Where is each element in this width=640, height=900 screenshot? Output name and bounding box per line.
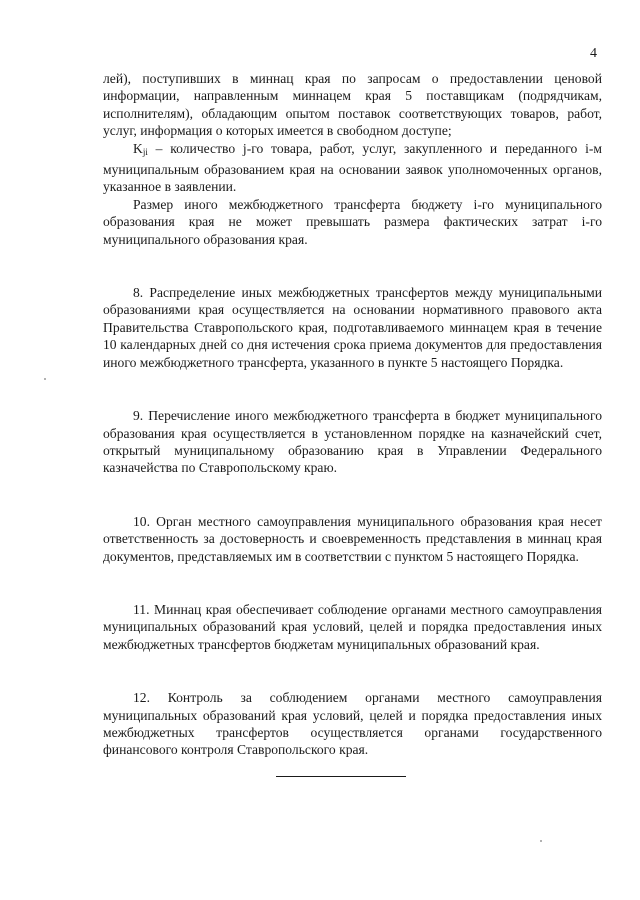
document-body [103,70,602,759]
paragraph-k-definition [103,140,602,196]
paragraph-continuation: лей), поступивших в миннац края по запросам о предоставлении ценовой информации, направленным миннацем края 5 поставщикам (подрядчикам, исполнителям), обладающим опытом поставок соответствующих товаров, работ, услуг, информация о которых имеется в свободном доступе; [103,71,602,139]
k-subscript: ji [142,146,148,157]
k-definition-text: – количество j-го товара, работ, услуг, закупленного и переданного i-м муниципальным образованием края на основании заявок уполномоченных органов, указанное в заявлении. [103,140,602,195]
scan-speck [540,840,542,842]
paragraph-11: 11. Миннац края обеспечивает соблюдение органами местного самоуправления муниципальных образований края условий, целей и порядка предоставления иных межбюджетных трансфертов бюджетам муниципальных образований края. [103,601,602,652]
k-symbol: K [133,140,143,156]
paragraph-12: 12. Контроль за соблюдением органами местного самоуправления муниципальных образований края условий, целей и порядка предоставления иных межбюджетных трансфертов осуществляется органами государственного финансового контроля Ставропольского края. [103,690,602,758]
paragraph-10: 10. Орган местного самоуправления муниципального образования края несет ответственность за достоверность и своевременность представления в миннац края документов, представляемых им в соответствии с пунктом 5 настоящего Порядка. [103,513,602,564]
paragraph-8: 8. Распределение иных межбюджетных трансфертов между муниципальными образованиями края осуществляется на основании нормативного правового акта Правительства Ставропольского края, подготавливаемого миннацем края в течение 10 календарных дней со дня истечения срока приема документов для предоставления иного межбюджетного трансферта, указанного в пункте 5 настоящего Порядка. [103,285,602,370]
page-number: 4 [590,46,597,61]
scan-speck [44,378,46,380]
closing-rule-line [276,776,406,777]
paragraph-9: 9. Перечисление иного межбюджетного трансферта в бюджет муниципального образования края осуществляется в установленном порядке на казначейский счет, открытый муниципальному образованию края в Управлении Федерального казначейства по Ставропольскому краю. [103,408,602,476]
paragraph-transfer-limit: Размер иного межбюджетного трансферта бюджету i-го муниципального образования края не может превышать размера фактических затрат i-го муниципального образования края. [103,196,602,247]
